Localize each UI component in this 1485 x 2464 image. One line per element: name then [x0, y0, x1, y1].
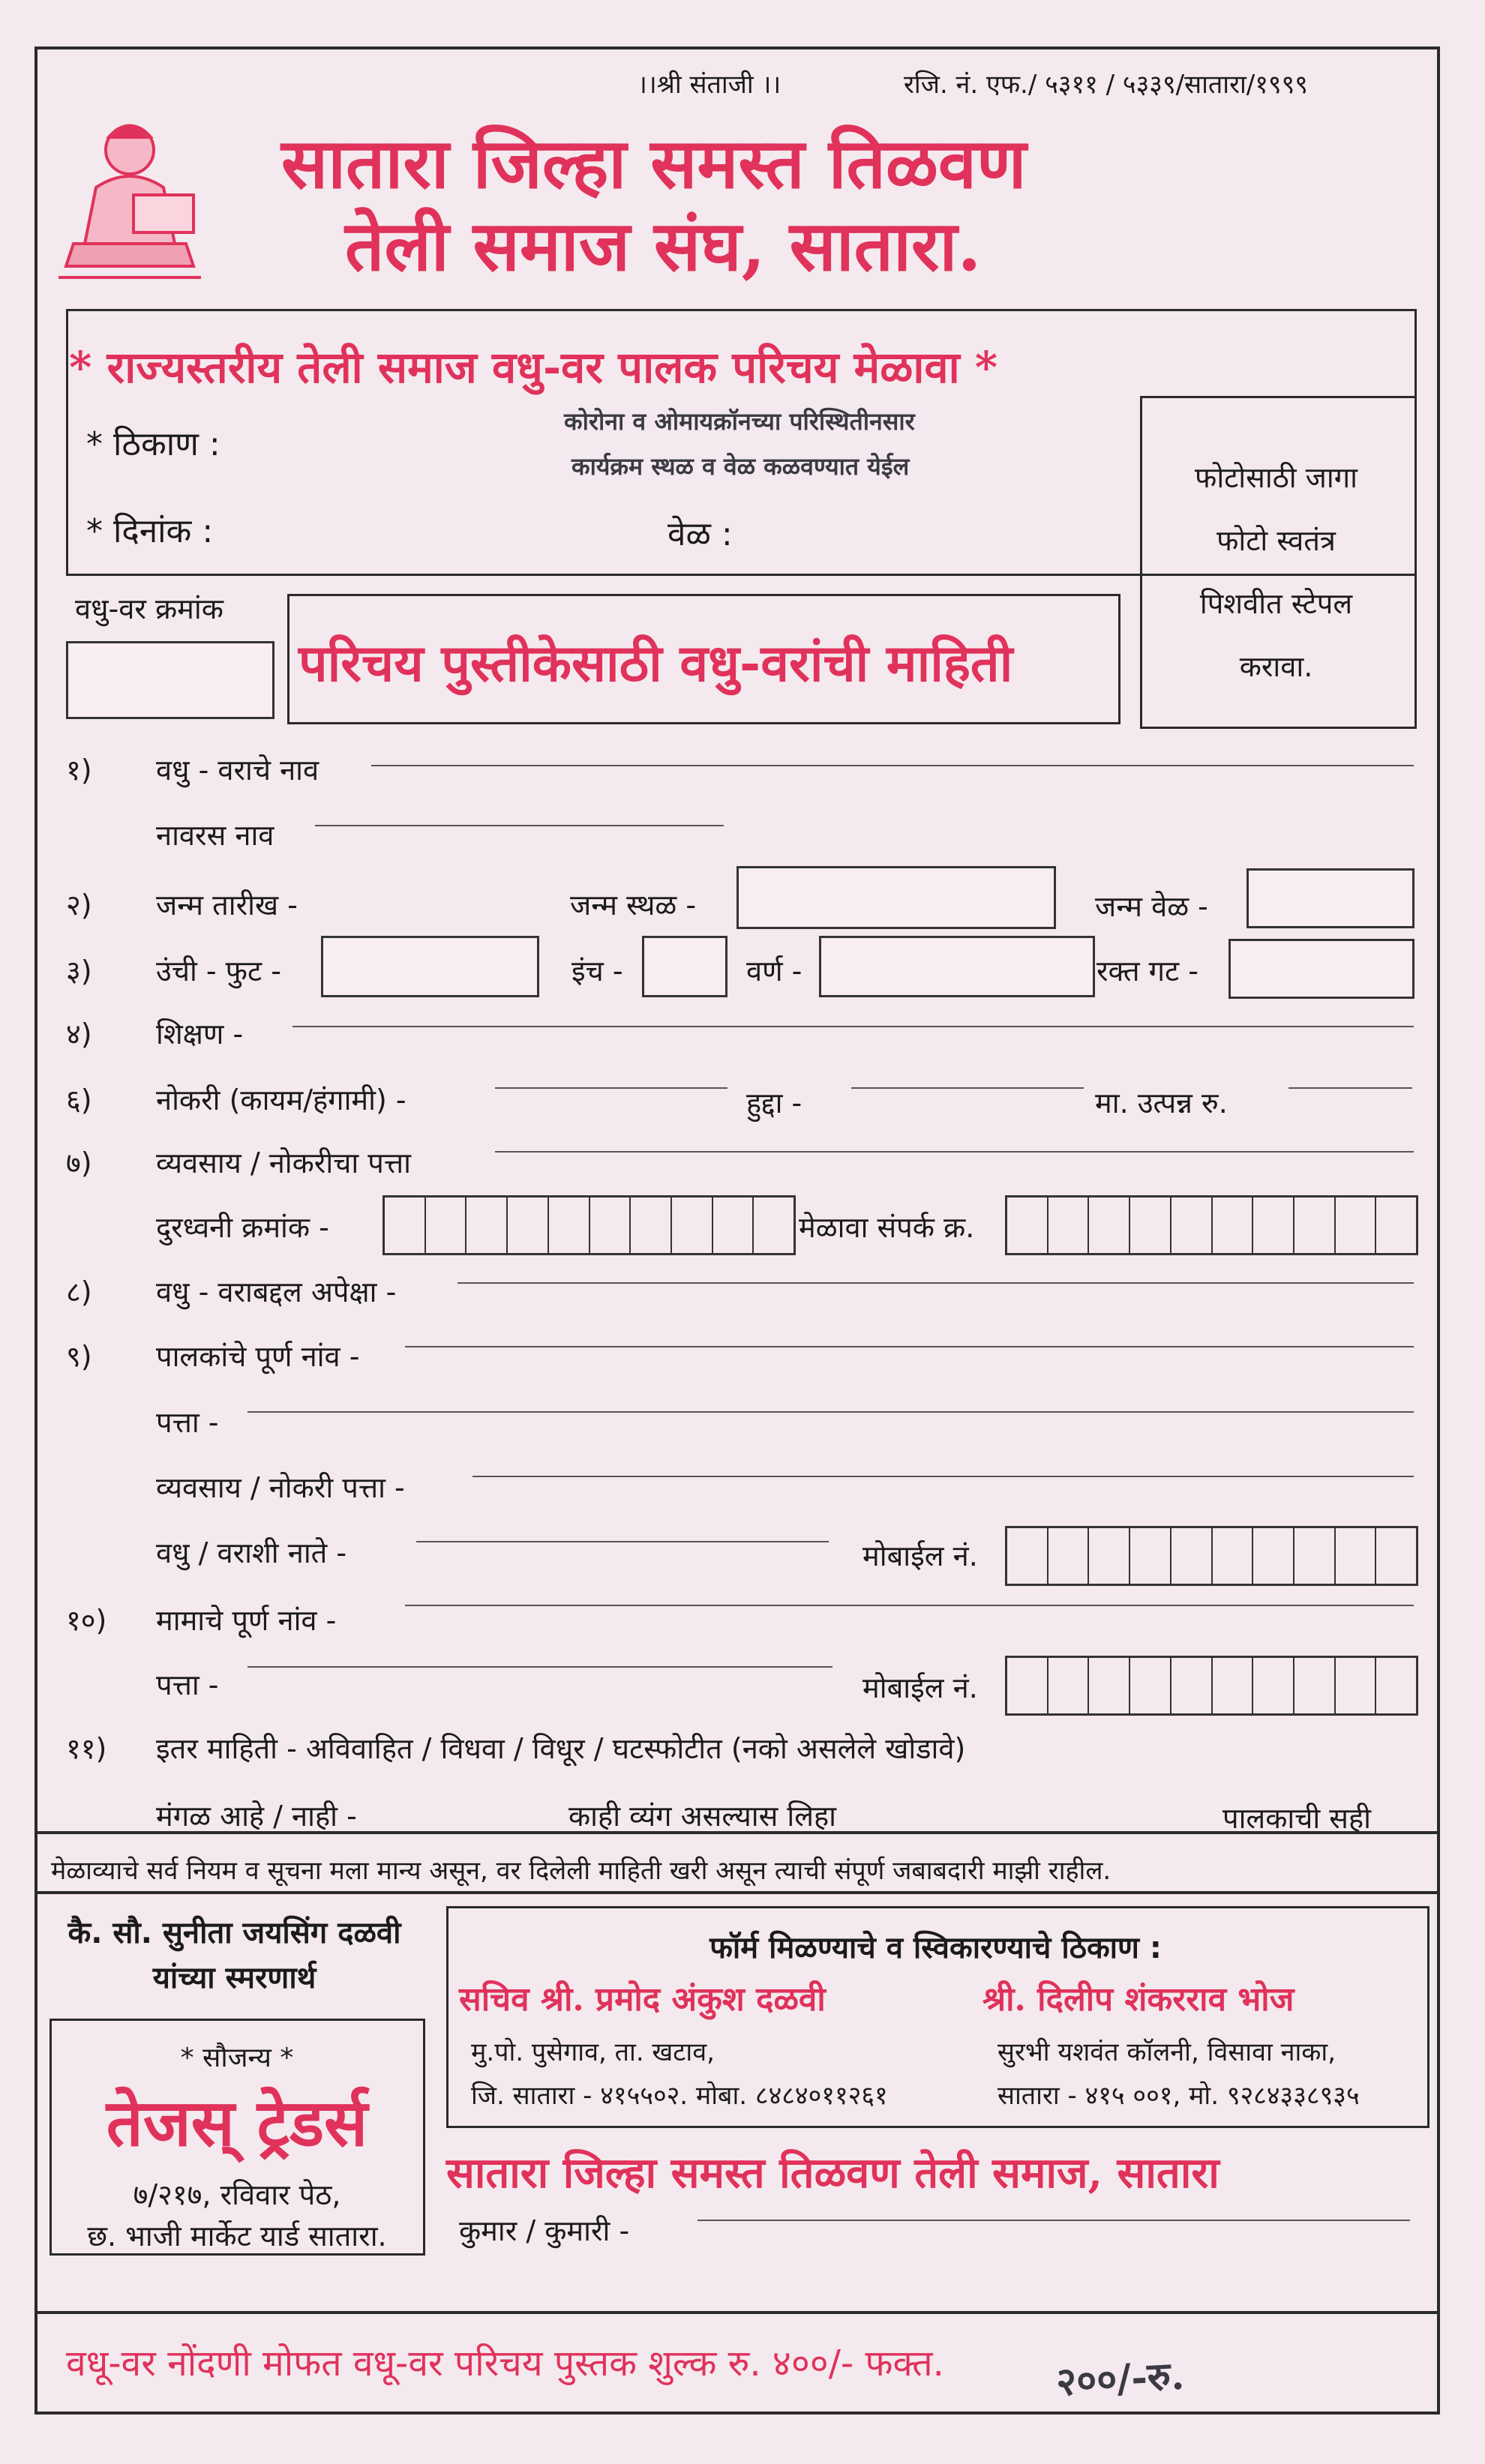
declaration-text: मेळाव्याचे सर्व नियम व सूचना मला मान्य असून, वर दिलेली माहिती खरी असून त्याची संपूर्ण जबाबदारी माझी राहील.: [51, 1856, 1112, 1886]
q4-number: ४): [66, 1018, 92, 1051]
education-input[interactable]: [292, 1026, 1414, 1027]
org-title-line2: तेली समाज संघ, सातारा.: [345, 205, 982, 286]
contact1-name: सचिव श्री. प्रमोद अंकुश दळवी: [459, 1980, 826, 2019]
name-input[interactable]: [371, 765, 1414, 766]
divider: [34, 1891, 1437, 1894]
parent-name-label: पालकांचे पूर्ण नांव -: [156, 1340, 360, 1373]
inch-field[interactable]: [642, 936, 728, 997]
parent-name-input[interactable]: [405, 1346, 1414, 1347]
q6-number: ६): [66, 1084, 92, 1117]
mobile-digit-boxes[interactable]: [1005, 1526, 1418, 1586]
registration-number: रजि. नं. एफ./ ५३११ / ५३३९/सातारा/१९९९: [904, 70, 1308, 100]
other-info-label: इतर माहिती - अविवाहित / विधवा / विधूर / घटस्फोटीत (नको असलेले खोडावे): [156, 1732, 966, 1765]
signature-label: पालकाची सही: [1222, 1802, 1371, 1835]
date-label: * दिनांक :: [86, 512, 214, 550]
address-input[interactable]: [248, 1411, 1414, 1413]
dob-label: जन्म तारीख -: [156, 889, 298, 922]
job-address-label: व्यवसाय / नोकरीचा पत्ता: [156, 1147, 411, 1180]
uncle-name-input[interactable]: [405, 1605, 1414, 1606]
expectation-label: वधु - वराबद्दल अपेक्षा -: [156, 1275, 397, 1308]
q8-number: ८): [66, 1275, 92, 1308]
fee-text: वधू-वर नोंदणी मोफत वधू-वर परिचय पुस्तक शुल्क रु. ४००/- फक्त.: [66, 2343, 944, 2385]
contact1-address: मु.पो. पुसेगाव, ता. खटाव,: [471, 2037, 715, 2067]
q7-number: ७): [66, 1147, 92, 1180]
height-ft-label: उंची - फुट -: [156, 955, 281, 988]
relation-label: वधु / वराशी नाते -: [156, 1536, 347, 1569]
job-input[interactable]: [495, 1087, 728, 1089]
handwritten-fee: २००/-रु.: [1054, 2352, 1186, 2406]
photo-instructions: [1140, 446, 1412, 698]
sponsor-address-1: ७/२१७, रविवार पेठ,: [133, 2178, 341, 2211]
serial-label: वधु-वर क्रमांक: [75, 592, 224, 625]
memorial-text: [38, 1911, 431, 2001]
stamp-line-2: कार्यक्रम स्थळ व वेळ कळवण्यात येईल: [572, 452, 910, 481]
invocation-text: ।।श्री संताजी ।।: [638, 70, 782, 100]
kumar-label: कुमार / कुमारी -: [459, 2214, 630, 2247]
sponsor-label: * सौजन्य *: [180, 2043, 294, 2073]
phone-digit-boxes[interactable]: [382, 1195, 796, 1255]
q1-number: १): [66, 754, 92, 787]
saint-portrait-icon: [44, 105, 216, 292]
mobile-label: मोबाईल नं.: [862, 1539, 978, 1572]
height-ft-field[interactable]: [321, 936, 539, 997]
mobile2-label: मोबाईल नं.: [862, 1671, 978, 1704]
birthtime-label: जन्म वेळ -: [1095, 890, 1208, 923]
stamp-line-1: कोरोना व ओमायक्रॉनच्या परिस्थितीनसार: [564, 407, 915, 436]
income-input[interactable]: [1288, 1087, 1412, 1089]
birthplace-field[interactable]: [736, 866, 1056, 929]
complexion-label: वर्ण -: [746, 955, 802, 988]
blood-group-label: रक्त गट -: [1096, 955, 1198, 988]
org-title-line1: सातारा जिल्हा समस्त तिळवण: [281, 123, 1027, 204]
nickname-label: नावरस नाव: [156, 819, 274, 852]
contact2-address: सुरभी यशवंत कॉलनी, विसावा नाका,: [998, 2037, 1336, 2067]
photo-line: फोटो स्वतंत्र: [1216, 524, 1336, 557]
job-label: नोकरी (कायम/हंगामी) -: [156, 1084, 406, 1117]
time-label: वेळ :: [668, 515, 733, 553]
memorial-line: कै. सौ. सुनीता जयसिंग दळवी: [68, 1916, 401, 1950]
event-title: * राज्यस्तरीय तेली समाज वधु-वर पालक परिचय मेळावा *: [69, 342, 998, 393]
inch-label: इंच -: [572, 955, 623, 988]
memorial-line: यांच्या स्मरणार्थ: [152, 1961, 316, 1995]
photo-line: करावा.: [1239, 650, 1313, 683]
divider: [34, 2311, 1437, 2314]
income-label: मा. उत्पन्न रु.: [1095, 1087, 1228, 1120]
nickname-input[interactable]: [315, 825, 724, 826]
post-label: हुद्दा -: [746, 1087, 802, 1120]
parent-job-label: व्यवसाय / नोकरी पत्ता -: [156, 1471, 405, 1504]
name-label: वधु - वराचे नाव: [156, 754, 320, 787]
mobile2-digit-boxes[interactable]: [1005, 1656, 1418, 1716]
post-input[interactable]: [851, 1087, 1084, 1089]
birthplace-label: जन्म स्थळ -: [570, 889, 697, 922]
photo-line: पिशवीत स्टेपल: [1199, 587, 1353, 620]
serial-number-field[interactable]: [66, 641, 274, 719]
collection-title: फॉर्म मिळण्याचे व स्विकारण्याचे ठिकाण :: [710, 1931, 1162, 1965]
divider: [34, 1831, 1437, 1834]
contact2-phone: सातारा - ४१५ ००१, मो. ९२८४३३८९३५: [998, 2081, 1360, 2111]
blood-group-field[interactable]: [1228, 939, 1414, 999]
sponsor-address-2: छ. भाजी मार्केट यार्ड सातारा.: [87, 2220, 387, 2253]
phone-label: दुरध्वनी क्रमांक -: [156, 1211, 329, 1244]
q3-number: ३): [66, 955, 92, 988]
photo-line: फोटोसाठी जागा: [1195, 461, 1358, 494]
parent-job-input[interactable]: [472, 1476, 1414, 1477]
contact2-name: श्री. दिलीप शंकरराव भोज: [982, 1980, 1294, 2019]
birthtime-field[interactable]: [1246, 868, 1414, 928]
disability-label: काही व्यंग असल्यास लिहा: [568, 1800, 836, 1833]
q2-number: २): [66, 889, 92, 922]
address2-label: पत्ता -: [156, 1668, 219, 1701]
expectation-input[interactable]: [458, 1282, 1414, 1284]
uncle-name-label: मामाचे पूर्ण नांव -: [156, 1604, 337, 1637]
contact1-phone: जि. सातारा - ४१५५०२. मोबा. ८४८४०११२६१: [471, 2081, 888, 2111]
kumar-input[interactable]: [698, 2220, 1410, 2221]
q10-number: १०): [66, 1604, 107, 1637]
complexion-field[interactable]: [819, 936, 1095, 997]
job-address-input[interactable]: [495, 1151, 1414, 1153]
section-title: परिचय पुस्तीकेसाठी वधु-वरांची माहिती: [298, 634, 1013, 694]
org-footer: सातारा जिल्हा समस्त तिळवण तेली समाज, सातारा: [446, 2148, 1220, 2198]
mangal-label: मंगळ आहे / नाही -: [156, 1800, 357, 1833]
education-label: शिक्षण -: [156, 1018, 244, 1051]
address-label: पत्ता -: [156, 1406, 219, 1439]
q11-number: ११): [66, 1732, 107, 1765]
q9-number: ९): [66, 1340, 92, 1373]
contact-label: मेळावा संपर्क क्र.: [799, 1211, 975, 1244]
place-label: * ठिकाण :: [86, 425, 220, 463]
sponsor-name: तेजस् ट्रेडर्स: [106, 2085, 368, 2161]
contact-digit-boxes[interactable]: [1005, 1195, 1418, 1255]
address2-input[interactable]: [248, 1666, 832, 1668]
relation-input[interactable]: [416, 1541, 829, 1542]
